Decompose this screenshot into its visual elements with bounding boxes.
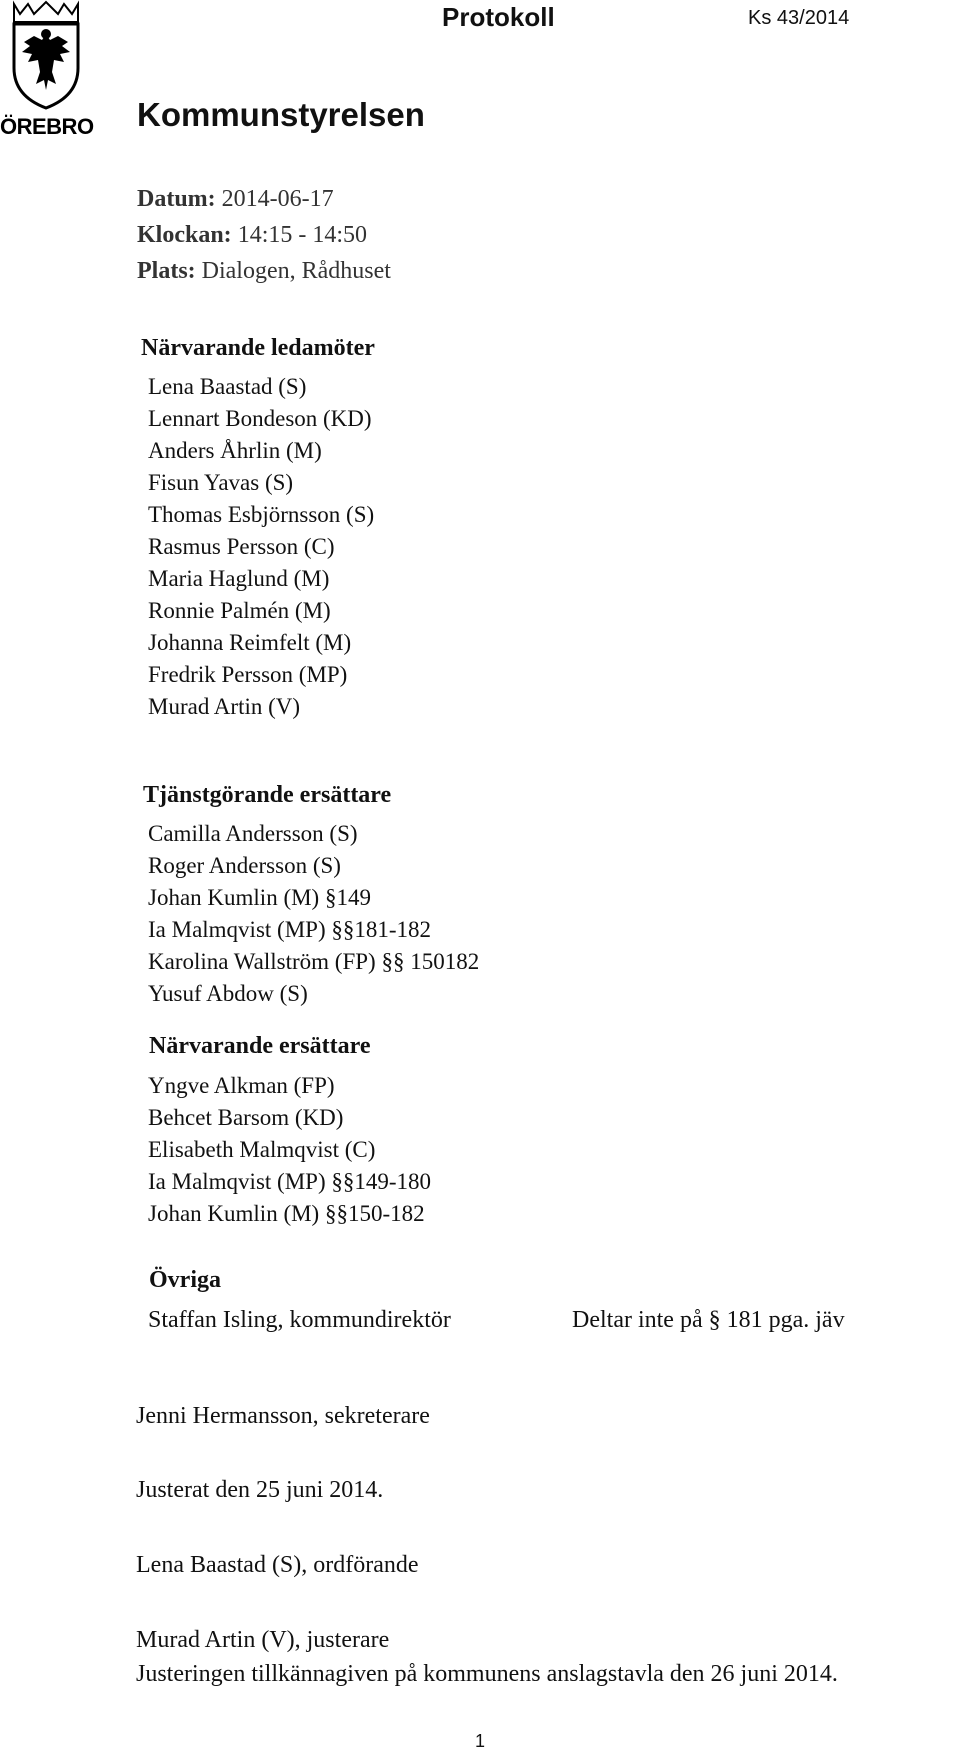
list-item: Lennart Bondeson (KD) [148,406,372,431]
list-item: Anders Åhrlin (M) [148,438,322,463]
list-item: Yngve Alkman (FP) [148,1073,335,1098]
serving-substitutes-list [148,818,479,1010]
meta-date-value: 2014-06-17 [221,186,334,212]
present-substitutes-list [148,1070,431,1230]
list-item: Elisabeth Malmqvist (C) [148,1137,376,1162]
members-list [148,371,374,723]
list-item: Johan Kumlin (M) §§150-182 [148,1201,425,1226]
case-number: Ks 43/2014 [748,7,850,29]
list-item: Johanna Reimfelt (M) [148,630,352,655]
meta-date [137,186,334,213]
others-heading: Övriga [149,1267,221,1293]
adjusted-line: Justerat den 25 juni 2014. [136,1477,384,1503]
orebro-coat-of-arms-logo [0,0,92,140]
meta-place-label: Plats: [137,258,196,284]
meta-time-value: 14:15 - 14:50 [237,222,368,248]
list-item: Fisun Yavas (S) [148,470,294,495]
list-item: Ia Malmqvist (MP) §§149-180 [148,1169,432,1194]
others-person: Staffan Isling, kommundirektör [148,1307,451,1333]
meta-date-label: Datum: [137,186,216,212]
list-item: Murad Artin (V) [148,694,301,719]
list-item: Thomas Esbjörnsson (S) [148,502,375,527]
meta-time [137,222,367,249]
present-substitutes-heading: Närvarande ersättare [149,1033,371,1059]
announcement-line: Justeringen tillkännagiven på kommunens anslagstavla den 26 juni 2014. [136,1661,838,1687]
list-item: Yusuf Abdow (S) [148,981,308,1006]
list-item: Karolina Wallström (FP) §§ 150182 [148,949,480,974]
list-item: Behcet Barsom (KD) [148,1105,344,1130]
list-item: Lena Baastad (S) [148,374,307,399]
meta-place-value: Dialogen, Rådhuset [201,258,391,284]
list-item: Johan Kumlin (M) §149 [148,885,371,910]
meta-place [137,258,391,285]
chair-line: Lena Baastad (S), ordförande [136,1552,419,1578]
list-item: Maria Haglund (M) [148,566,330,591]
members-heading: Närvarande ledamöter [141,335,375,361]
serving-substitutes-heading: Tjänstgörande ersättare [143,782,392,808]
coat-of-arms-icon [0,0,92,112]
others-note: Deltar inte på § 181 pga. jäv [572,1307,845,1333]
document-type: Protokoll [442,2,555,32]
list-item: Rasmus Persson (C) [148,534,335,559]
page-number: 1 [474,1731,485,1751]
list-item: Camilla Andersson (S) [148,821,358,846]
list-item: Fredrik Persson (MP) [148,662,348,687]
list-item: Ronnie Palmén (M) [148,598,331,623]
list-item: Ia Malmqvist (MP) §§181-182 [148,917,432,942]
list-item: Roger Andersson (S) [148,853,341,878]
page-title: Kommunstyrelsen [137,96,425,133]
logo-wordmark: ÖREBRO [0,114,94,139]
meta-time-label: Klockan: [137,222,232,248]
secretary-line: Jenni Hermansson, sekreterare [136,1403,430,1429]
adjuster-line: Murad Artin (V), justerare [136,1627,390,1653]
